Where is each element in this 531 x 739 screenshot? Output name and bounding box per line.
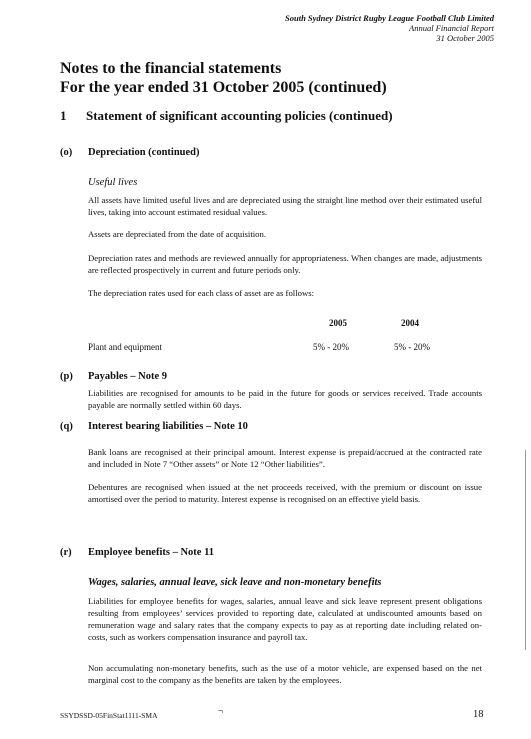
employee-label: (r) — [60, 547, 72, 558]
footer-mark: ¬ — [218, 706, 224, 716]
useful-lives-heading: Useful lives — [88, 177, 138, 188]
header-org: South Sydney District Rugby League Football Club Limited — [285, 13, 494, 23]
footer-doc-id: SSYDSSD-05FinStat1111-SMA — [60, 711, 158, 720]
depreciation-paragraph-2: Assets are depreciated from the date of acquisition. — [88, 229, 267, 239]
title-line-2: For the year ended 31 October 2005 (continued) — [60, 79, 387, 96]
payables-label: (p) — [60, 371, 73, 382]
section-title: Statement of significant accounting policies (continued) — [86, 108, 393, 123]
rates-row-label: Plant and equipment — [88, 342, 162, 352]
depreciation-label: (o) — [60, 147, 73, 158]
rates-col-2004: 2004 — [401, 318, 419, 328]
header-date: 31 October 2005 — [436, 33, 494, 43]
rates-row-2005: 5% - 20% — [313, 342, 349, 352]
payables-title: Payables – Note 9 — [88, 371, 168, 382]
page-header — [285, 13, 494, 43]
title-line-1: Notes to the financial statements — [60, 60, 282, 77]
interest-label: (q) — [60, 421, 73, 432]
depreciation-paragraph-3: Depreciation rates and methods are reviewed annually for appropriateness. When changes are made, adjustments are reflected prospectively in current and future periods only. — [88, 253, 482, 275]
page-title — [60, 59, 387, 97]
interest-paragraph-1: Bank loans are recognised at their principal amount. Interest expense is prepaid/accrued at the contracted rate and included in Note 7 “Other assets” or Note 12 “Other liabilities”. — [88, 447, 482, 469]
interest-paragraph-2: Debentures are recognised when issued at the net proceeds received, with the premium or discount on issue amortised over the period to maturity. Interest expense is recognised on an effective yield basis. — [88, 482, 482, 504]
depreciation-paragraph-1: All assets have limited useful lives and are depreciated using the straight line method over their estimated useful lives, taking into account estimated residual values. — [88, 195, 482, 217]
employee-title: Employee benefits – Note 11 — [88, 547, 214, 558]
employee-subheading: Wages, salaries, annual leave, sick leave and non-monetary benefits — [88, 577, 382, 588]
scan-edge-line — [525, 450, 526, 650]
depreciation-paragraph-4: The depreciation rates used for each class of asset are as follows: — [88, 288, 315, 298]
page-number: 18 — [473, 709, 484, 720]
rates-row-2004: 5% - 20% — [394, 342, 430, 352]
depreciation-title: Depreciation (continued) — [88, 147, 200, 158]
interest-title: Interest bearing liabilities – Note 10 — [88, 421, 248, 432]
section-number: 1 — [60, 108, 67, 123]
header-report: Annual Financial Report — [409, 23, 494, 33]
employee-paragraph-1: Liabilities for employee benefits for wages, salaries, annual leave and sick leave represent present obligations resulting from employees’ services provided to reporting date, calculated at undiscounted amounts based on remuneration wage and salary rates that the company expects to pay as at reporting date including related on-costs, such as workers compensation insurance and payroll tax. — [88, 596, 482, 642]
employee-paragraph-2: Non accumulating non-monetary benefits, such as the use of a motor vehicle, are expensed based on the net marginal cost to the company as the benefits are taken by the employees. — [88, 663, 482, 685]
rates-col-2005: 2005 — [329, 318, 347, 328]
payables-paragraph: Liabilities are recognised for amounts to be paid in the future for goods or services received. Trade accounts payable are normally settled within 60 days. — [88, 388, 482, 410]
